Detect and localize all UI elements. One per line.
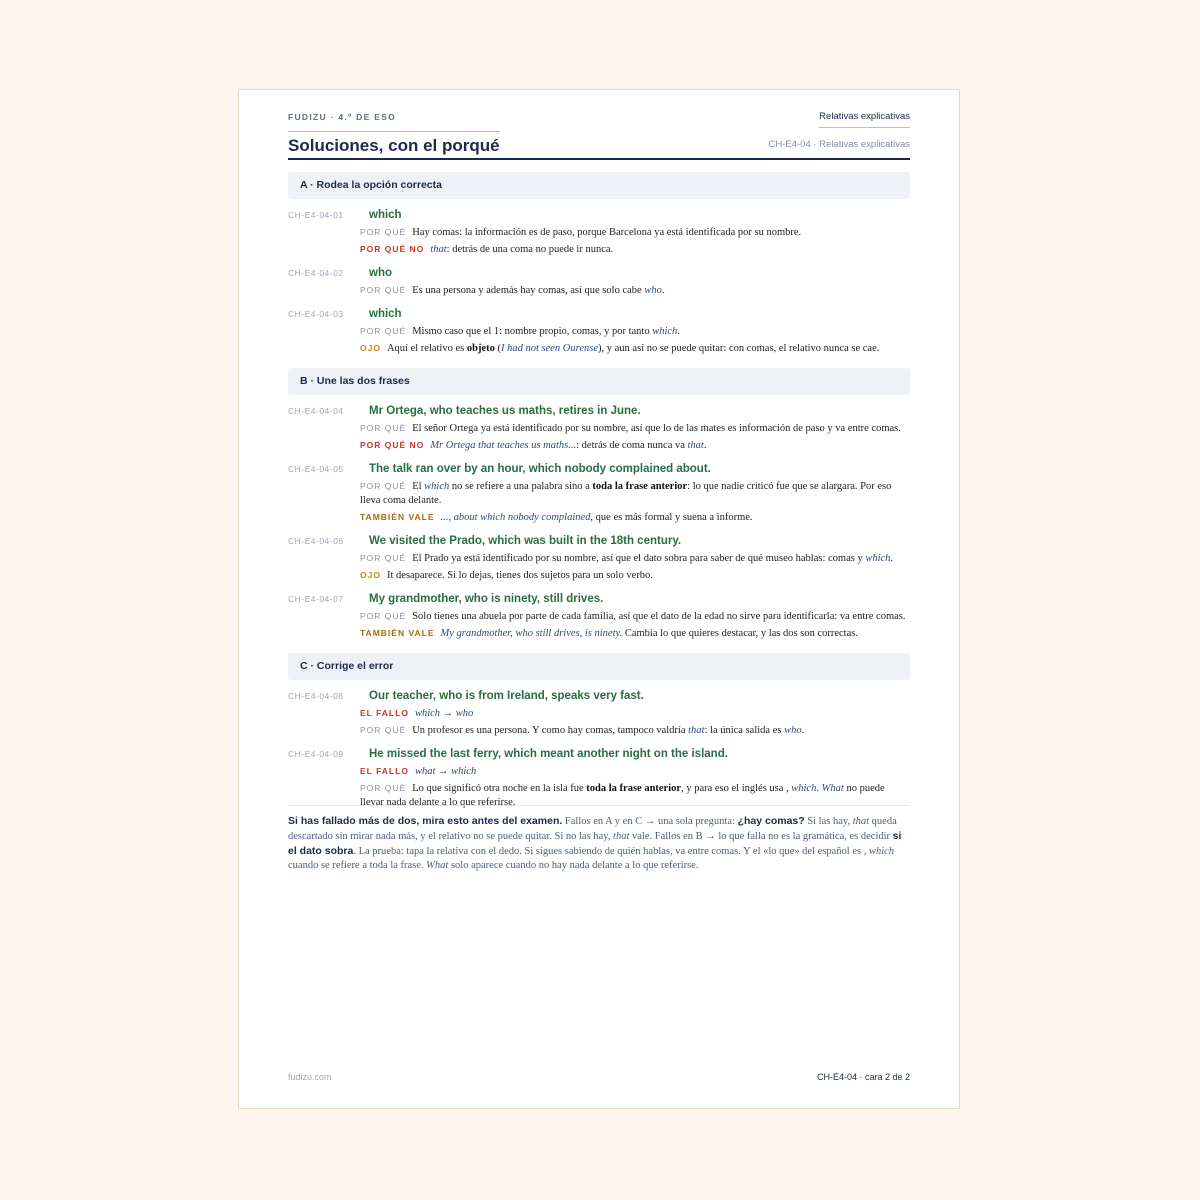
note-text: queda descartado sin mirar nada más, y el relativo no se puede quitar. Si no las hay, — [288, 816, 897, 842]
why-text-end: . — [661, 285, 665, 296]
why-text-mid: no se refiere a una palabra sino a — [449, 481, 593, 492]
why-not-tag: POR QUÉ NO — [360, 244, 425, 254]
why-line — [360, 551, 910, 566]
why-term: which — [424, 481, 450, 492]
solution-item — [288, 533, 910, 583]
why-bold: toda la frase anterior — [586, 783, 682, 794]
why-line — [360, 723, 910, 738]
note-lead: Si has fallado más de dos, mira esto antes del examen. — [288, 815, 563, 827]
why-line — [360, 479, 910, 508]
note-term: that — [852, 816, 870, 827]
solution-item — [288, 688, 910, 738]
note-term: that — [613, 831, 630, 842]
topic-label: Relativas explicativas — [819, 111, 910, 128]
why-not-text: : detrás de una coma no puede ir nunca. — [446, 244, 614, 255]
solution-item — [288, 591, 910, 641]
ojo-line — [360, 568, 910, 583]
why-term: which — [791, 783, 817, 794]
solution-item — [288, 403, 910, 453]
also-valid-text: , que es más formal y suena a informe. — [590, 512, 753, 523]
why-text-end: : lo que nadie criticó fue que se alargara. Por eso lleva coma delante. — [360, 481, 892, 506]
why-text-mid: : la única salida es — [704, 725, 785, 736]
why-line — [360, 421, 910, 436]
ojo-tag: OJO — [360, 570, 381, 580]
also-valid-text: Cambia lo que quieres destacar, y las dos son correctas. — [622, 628, 858, 639]
why-text: El señor Ortega ya está identificado por su nombre, así que lo de las mates es información de paso y va entre comas. — [412, 423, 901, 434]
footer-site: fudizu.com — [288, 1072, 332, 1082]
why-line — [360, 283, 910, 298]
error-line — [360, 706, 910, 721]
note-bold: si el dato sobra — [288, 830, 902, 857]
why-not-text-end: . — [703, 440, 707, 451]
why-text: El Prado ya está identificado por su nombre, así que el dato sobra para saber de qué museo hablas: comas y — [412, 553, 866, 564]
why-text-end: no puede llevar nada delante a lo que referirse. — [360, 783, 885, 808]
note-term: which — [868, 846, 895, 857]
also-valid-line — [360, 510, 910, 525]
note-text: Fallos en A y en C → una sola pregunta: — [562, 816, 738, 827]
note-text: vale. Fallos en B → lo que falla no es la gramática, es decidir — [629, 831, 893, 842]
item-answer: We visited the Prado, which was built in the 18th century. — [369, 535, 682, 547]
ojo-text-end: ), y aun así no se puede quitar: con comas, el relativo nunca se cae. — [598, 343, 880, 354]
solution-item — [288, 265, 910, 298]
item-answer: He missed the last ferry, which meant another night on the island. — [369, 748, 728, 760]
error-fix: what → which — [414, 766, 477, 777]
why-term: that — [688, 725, 705, 736]
item-answer: which — [369, 308, 402, 320]
why-not-term-2: that — [687, 440, 704, 451]
error-tag: EL FALLO — [360, 708, 409, 718]
why-term: who — [644, 285, 662, 296]
page-title: Soluciones, con el porqué — [288, 131, 500, 156]
solution-item — [288, 207, 910, 257]
brand-label: FUDIZU · 4.º DE ESO — [288, 112, 397, 122]
ojo-tag: OJO — [360, 343, 381, 353]
why-text-mid-2: . — [816, 783, 822, 794]
why-text-mid: , y para eso el inglés usa , — [681, 783, 792, 794]
note-term: What — [426, 860, 449, 871]
solution-item — [288, 746, 910, 810]
item-code: CH-E4-04-04 — [288, 406, 344, 416]
also-valid-line — [360, 626, 910, 641]
error-line — [360, 764, 910, 779]
why-not-tag: POR QUÉ NO — [360, 440, 425, 450]
why-bold: toda la frase anterior — [592, 481, 688, 492]
ojo-term: I had not seen Ourense — [500, 343, 598, 354]
exam-tip-note — [288, 805, 910, 873]
why-tag: POR QUÉ — [360, 783, 407, 793]
why-line — [360, 324, 910, 339]
why-text: Hay comas: la información es de paso, porque Barcelona ya está identificada por su nombre. — [412, 227, 802, 238]
why-not-line — [360, 242, 910, 257]
section-a-header: A · Rodea la opción correcta — [288, 172, 910, 199]
item-code: CH-E4-04-09 — [288, 749, 344, 759]
topic-code-label: CH-E4-04 · Relativas explicativas — [768, 139, 910, 150]
item-code: CH-E4-04-01 — [288, 210, 344, 220]
error-fix: which → who — [414, 708, 474, 719]
item-code: CH-E4-04-02 — [288, 268, 344, 278]
also-valid-tag: TAMBIÉN VALE — [360, 512, 435, 522]
note-text: solo aparece cuando no hay nada delante a lo que referirse. — [448, 860, 699, 871]
solutions-body — [288, 172, 910, 818]
ojo-text-mid: ( — [494, 343, 501, 354]
why-text: Un profesor es una persona. Y como hay comas, tampoco valdría — [412, 725, 689, 736]
item-answer: My grandmother, who is ninety, still drives. — [369, 593, 604, 605]
why-tag: POR QUÉ — [360, 725, 407, 735]
ojo-text: It desaparece. Si lo dejas, tienes dos sujetos para un solo verbo. — [386, 570, 653, 581]
also-valid-tag: TAMBIÉN VALE — [360, 628, 435, 638]
why-text: Solo tienes una abuela por parte de cada familia, así que el dato de la edad no sirve para identificarla: va entre comas. — [412, 611, 906, 622]
item-answer: Our teacher, who is from Ireland, speaks very fast. — [369, 690, 644, 702]
why-tag: POR QUÉ — [360, 423, 407, 433]
why-tag: POR QUÉ — [360, 611, 407, 621]
why-text: El — [412, 481, 425, 492]
also-valid-term: My grandmother, who still drives, is ninety. — [440, 628, 623, 639]
why-tag: POR QUÉ — [360, 326, 407, 336]
why-text-end: . — [890, 553, 894, 564]
solution-item — [288, 461, 910, 525]
section-b-header: B · Une las dos frases — [288, 368, 910, 395]
why-term-2: What — [821, 783, 844, 794]
why-tag: POR QUÉ — [360, 553, 407, 563]
item-code: CH-E4-04-07 — [288, 594, 344, 604]
why-tag: POR QUÉ — [360, 227, 407, 237]
why-not-term: Mr Ortega that teaches us maths... — [430, 440, 577, 451]
ojo-line — [360, 341, 910, 356]
why-text: Lo que significó otra noche en la isla fue — [412, 783, 587, 794]
why-not-term: that — [430, 244, 447, 255]
why-text-end: . — [801, 725, 805, 736]
why-term-2: who — [784, 725, 802, 736]
also-valid-term: ..., about which nobody complained — [440, 512, 591, 523]
header-divider — [288, 158, 910, 160]
item-code: CH-E4-04-06 — [288, 536, 344, 546]
item-answer: The talk ran over by an hour, which nobody complained about. — [369, 463, 711, 475]
ojo-bold: objeto — [466, 343, 495, 354]
solution-item — [288, 306, 910, 356]
item-answer: Mr Ortega, who teaches us maths, retires in June. — [369, 405, 641, 417]
item-code: CH-E4-04-08 — [288, 691, 344, 701]
worksheet-page — [238, 89, 960, 1109]
item-answer: who — [369, 267, 392, 279]
item-code: CH-E4-04-05 — [288, 464, 344, 474]
error-tag: EL FALLO — [360, 766, 409, 776]
why-line — [360, 609, 910, 624]
why-not-line — [360, 438, 910, 453]
item-code: CH-E4-04-03 — [288, 309, 344, 319]
why-not-text: : detrás de coma nunca va — [576, 440, 688, 451]
why-term: which — [652, 326, 678, 337]
item-answer: which — [369, 209, 402, 221]
why-tag: POR QUÉ — [360, 285, 407, 295]
footer-page-number: CH-E4-04 · cara 2 de 2 — [816, 1072, 910, 1082]
why-text: Mismo caso que el 1: nombre propio, comas, y por tanto — [412, 326, 653, 337]
note-text: Si las hay, — [804, 816, 853, 827]
why-tag: POR QUÉ — [360, 481, 407, 491]
page-content — [288, 90, 910, 1108]
section-c-header: C · Corrige el error — [288, 653, 910, 680]
why-text-end: . — [677, 326, 680, 337]
note-question: ¿hay comas? — [737, 815, 805, 827]
note-text: cuando se refiere a toda la frase. — [288, 860, 427, 871]
why-line — [360, 225, 910, 240]
ojo-text: Aquí el relativo es — [386, 343, 467, 354]
why-term: which — [865, 553, 891, 564]
why-text: Es una persona y además hay comas, así que solo cabe — [412, 285, 645, 296]
note-text: . La prueba: tapa la relativa con el dedo. Si sigues sabiendo de quién hablas, va entre comas. Y el «lo que» del español es , — [353, 846, 869, 857]
